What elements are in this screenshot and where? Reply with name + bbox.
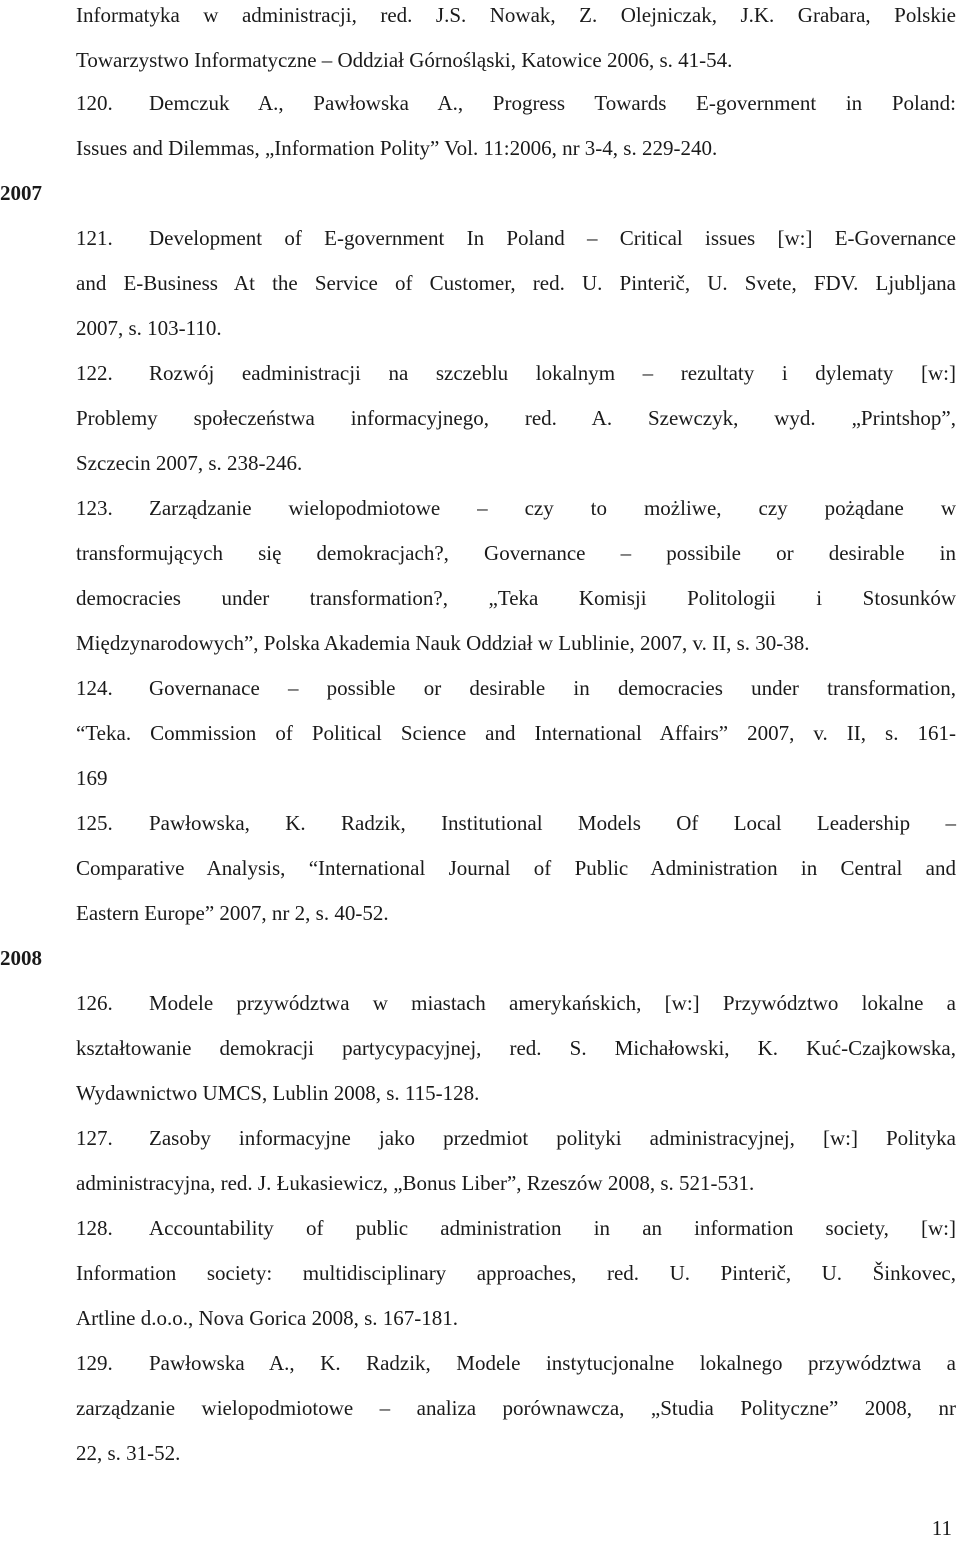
entry-number: 124.	[76, 676, 113, 700]
entry-first-line	[76, 360, 956, 386]
entry-number: 128.	[76, 1216, 113, 1240]
entry-line: Demczuk A., Pawłowska A., Progress Towards E-government in Poland:	[149, 91, 956, 115]
entry-line: Issues and Dilemmas, „Information Polity” Vol. 11:2006, nr 3-4, s. 229-240.	[76, 136, 718, 160]
entry-line: Zasoby informacyjne jako przedmiot polityki administracyjnej, [w:] Polityka	[149, 1126, 956, 1150]
entry-number: 129.	[76, 1351, 113, 1375]
entry-line: 2007, s. 103-110.	[76, 316, 222, 340]
entry-first-line	[76, 1215, 956, 1241]
entry-first-line	[76, 225, 956, 251]
entry-line: Pawłowska A., K. Radzik, Modele instytucjonalne lokalnego przywództwa a	[149, 1351, 956, 1375]
year-heading-2008: 2008	[0, 946, 42, 970]
entry-line: Zarządzanie wielopodmiotowe – czy to możliwe, czy pożądane w	[149, 496, 956, 520]
entry-first-line	[76, 495, 956, 521]
entry-first-line	[76, 1350, 956, 1376]
entry-line: “Teka. Commission of Political Science and International Affairs” 2007, v. II, s. 161-	[76, 721, 956, 745]
entry-line: Wydawnictwo UMCS, Lublin 2008, s. 115-128.	[76, 1081, 480, 1105]
entry-line: Artline d.o.o., Nova Gorica 2008, s. 167-181.	[76, 1306, 459, 1330]
entry-first-line	[76, 675, 956, 701]
entry-number: 122.	[76, 361, 113, 385]
entry-line: kształtowanie demokracji partycypacyjnej, red. S. Michałowski, K. Kuć-Czajkowska,	[76, 1036, 956, 1060]
entry-number: 127.	[76, 1126, 113, 1150]
entry-line: Pawłowska, K. Radzik, Institutional Models Of Local Leadership –	[149, 811, 956, 835]
entry-line: 169	[76, 766, 108, 790]
entry-line: 22, s. 31-52.	[76, 1441, 181, 1465]
entry-line: and E-Business At the Service of Customer, red. U. Pinterič, U. Svete, FDV. Ljubljana	[76, 271, 956, 295]
entry-line: Towarzystwo Informatyczne – Oddział Górnośląski, Katowice 2006, s. 41-54.	[76, 48, 733, 72]
entry-number: 126.	[76, 991, 113, 1015]
entry-number: 123.	[76, 496, 113, 520]
entry-line: Information society: multidisciplinary approaches, red. U. Pinterič, U. Šinkovec,	[76, 1261, 956, 1285]
entry-line: Comparative Analysis, “International Journal of Public Administration in Central and	[76, 856, 956, 880]
entry-line: Problemy społeczeństwa informacyjnego, red. A. Szewczyk, wyd. „Printshop”,	[76, 406, 956, 430]
year-heading-2007: 2007	[0, 181, 42, 205]
entry-line: Eastern Europe” 2007, nr 2, s. 40-52.	[76, 901, 389, 925]
entry-number: 120.	[76, 91, 113, 115]
entry-line: Szczecin 2007, s. 238-246.	[76, 451, 303, 475]
entry-number: 121.	[76, 226, 113, 250]
entry-line: Rozwój eadministracji na szczeblu lokalnym – rezultaty i dylematy [w:]	[149, 361, 956, 385]
entry-line: Informatyka w administracji, red. J.S. Nowak, Z. Olejniczak, J.K. Grabara, Polskie	[76, 3, 956, 27]
entry-line: administracyjna, red. J. Łukasiewicz, „Bonus Liber”, Rzeszów 2008, s. 521-531.	[76, 1171, 755, 1195]
entry-first-line	[76, 1125, 956, 1151]
page-number: 11	[931, 1516, 952, 1540]
entry-line: Modele przywództwa w miastach amerykańskich, [w:] Przywództwo lokalne a	[149, 991, 956, 1015]
entry-first-line	[76, 990, 956, 1016]
entry-first-line	[76, 810, 956, 836]
entry-line: democracies under transformation?, „Teka Komisji Politologii i Stosunków	[76, 586, 956, 610]
entry-line: Development of E-government In Poland – Critical issues [w:] E-Governance	[149, 226, 956, 250]
entry-line: zarządzanie wielopodmiotowe – analiza porównawcza, „Studia Polityczne” 2008, nr	[76, 1396, 956, 1420]
entry-line: Accountability of public administration in an information society, [w:]	[149, 1216, 956, 1240]
entry-line: transformujących się demokracjach?, Governance – possibile or desirable in	[76, 541, 956, 565]
entry-line: Międzynarodowych”, Polska Akademia Nauk Oddział w Lublinie, 2007, v. II, s. 30-38.	[76, 631, 810, 655]
entry-first-line	[76, 90, 956, 116]
entry-number: 125.	[76, 811, 113, 835]
entry-line: Governanace – possible or desirable in democracies under transformation,	[149, 676, 956, 700]
